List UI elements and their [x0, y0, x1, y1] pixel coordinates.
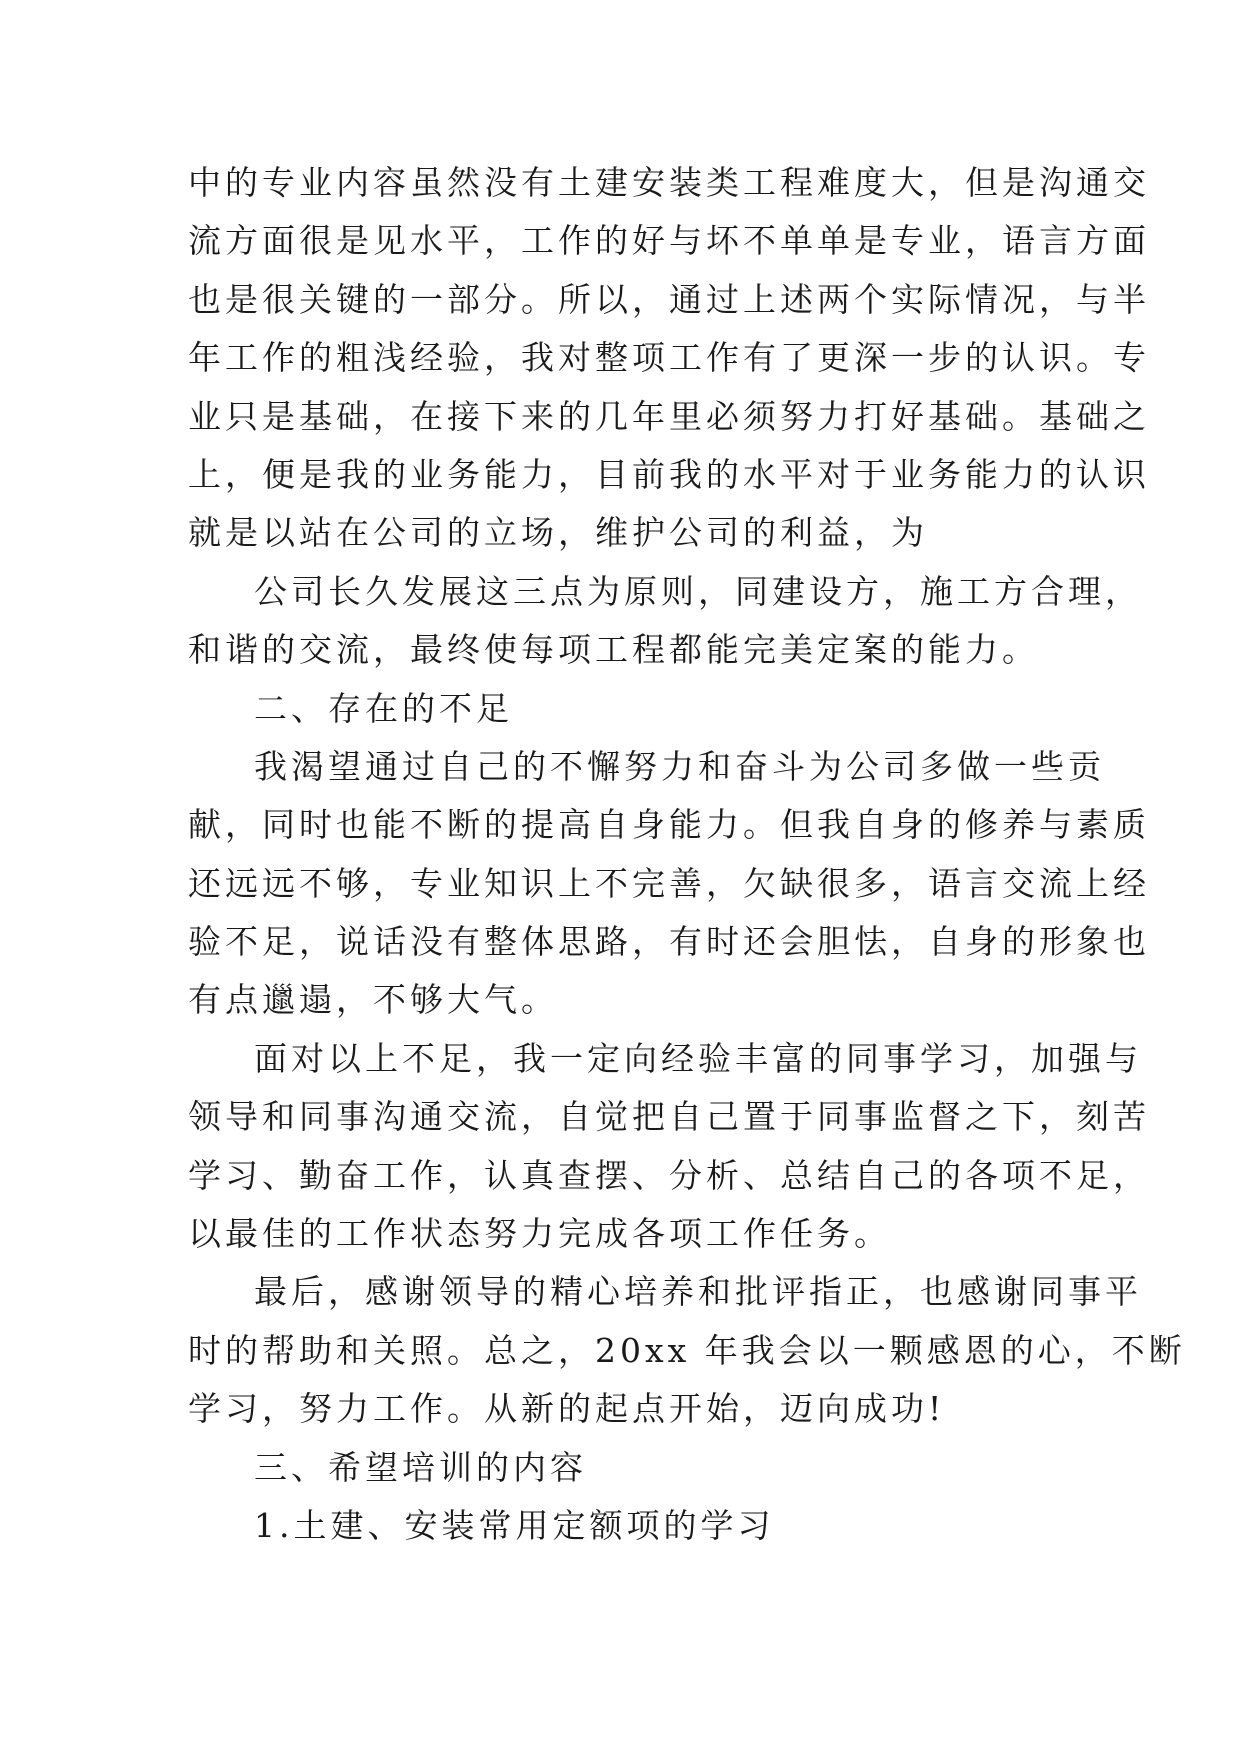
text-line: 也是很关键的一部分。所以，通过上述两个实际情况，与半 — [188, 279, 1150, 319]
text-line: 时的帮助和关照。总之，20xx 年我会以一颗感恩的心，不断 — [188, 1330, 1186, 1370]
paragraph-first-line: 公司长久发展这三点为原则，同建设方，施工方合理， — [254, 571, 1142, 611]
paragraph-first-line: 我渴望通过自己的不懈努力和奋斗为公司多做一些贡 — [254, 746, 1105, 786]
paragraph-first-line: 最后，感谢领导的精心培养和批评指正，也感谢同事平 — [254, 1272, 1142, 1312]
text-line: 领导和同事沟通交流，自觉把自己置于同事监督之下，刻苦 — [188, 1097, 1150, 1137]
text-line: 学习，努力工作。从新的起点开始，迈向成功! — [188, 1389, 946, 1429]
document-body — [188, 154, 1186, 1555]
text-line: 和谐的交流，最终使每项工程都能完美定案的能力。 — [188, 630, 1039, 670]
text-line: 年工作的粗浅经验，我对整项工作有了更深一步的认识。专 — [188, 338, 1150, 378]
paragraph-first-line: 面对以上不足，我一定向经验丰富的同事学习，加强与 — [254, 1038, 1142, 1078]
text-line: 中的专业内容虽然没有土建安装类工程难度大，但是沟通交 — [188, 163, 1150, 202]
text-line: 上，便是我的业务能力，目前我的水平对于业务能力的认识 — [188, 454, 1150, 494]
text-line: 业只是基础，在接下来的几年里必须努力打好基础。基础之 — [188, 396, 1150, 436]
section-heading: 三、希望培训的内容 — [254, 1447, 587, 1487]
text-line: 就是以站在公司的立场，维护公司的利益，为 — [188, 513, 928, 553]
text-line: 以最佳的工作状态努力完成各项工作任务。 — [188, 1214, 891, 1254]
section-heading: 二、存在的不足 — [254, 688, 513, 728]
text-line: 献，同时也能不断的提高自身能力。但我自身的修养与素质 — [188, 805, 1150, 845]
list-item: 1.土建、安装常用定额项的学习 — [254, 1505, 775, 1545]
text-line: 学习、勤奋工作，认真查摆、分析、总结自己的各项不足， — [188, 1155, 1150, 1195]
text-line: 流方面很是见水平，工作的好与坏不单单是专业，语言方面 — [188, 221, 1150, 261]
text-line: 验不足，说话没有整体思路，有时还会胆怯，自身的形象也 — [188, 922, 1150, 962]
text-line: 有点邋遢，不够大气。 — [188, 980, 558, 1020]
text-line: 还远远不够，专业知识上不完善，欠缺很多，语言交流上经 — [188, 863, 1150, 903]
